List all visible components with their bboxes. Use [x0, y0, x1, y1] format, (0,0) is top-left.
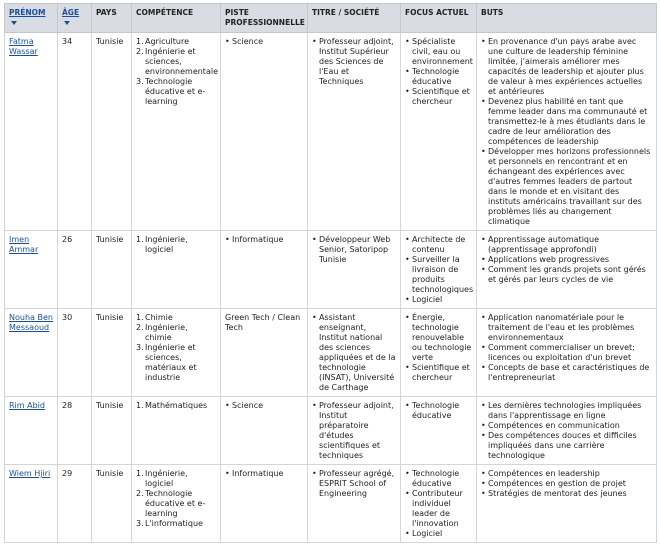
piste-list: [225, 37, 303, 47]
cell-focus: [401, 33, 477, 231]
competence-item: 2. Ingénierie et sciences, environnementale: [136, 47, 218, 76]
competence-list: [136, 37, 216, 107]
track-item: • Science: [225, 401, 303, 411]
competence-list: [136, 469, 216, 529]
cell-titre: [308, 33, 401, 231]
focus-list: [405, 469, 472, 539]
title-item: • Développeur Web Senior, Satoripop Tunisie: [312, 235, 396, 265]
cell-age: [58, 465, 92, 543]
competence-text: Agriculture: [145, 37, 189, 46]
competence-item: 3. L'informatique: [136, 519, 203, 528]
focus-item: • Logiciel: [405, 295, 472, 305]
focus-list: [405, 235, 472, 305]
cell-titre: [308, 397, 401, 465]
goal-item: • En provenance d'un pays arabe avec une culture de leadership féminine limitée, j'aimerais améliorer mes capacités de leadership et ajouter plus de valeur à mes expériences actuelles et antérieures: [481, 37, 652, 97]
competence-list: [136, 235, 216, 255]
track-item: Green Tech / Clean Tech: [225, 313, 301, 332]
focus-item: • Spécialiste civil, eau ou environnement: [405, 37, 472, 67]
sort-down-arrow-icon[interactable]: [64, 21, 70, 25]
cell-pays: [92, 33, 132, 231]
competence-text: L'informatique: [145, 519, 203, 528]
focus-item: • Architecte de contenu: [405, 235, 472, 255]
track-item: • Informatique: [225, 235, 303, 245]
column-header-age[interactable]: [58, 4, 92, 33]
competence-item: 2. Technologie éducative et e-learning: [136, 489, 206, 518]
age-value: 34: [62, 37, 73, 46]
focus-item: • Technologie éducative: [405, 469, 472, 489]
goal-item: • Développer mes horizons professionnels et personnels en rencontrant et en échangeant des expériences avec d'autres femmes leaders de partout dans le monde et en visitant des instituts américains travaillant sur des problèmes liés au changement climatique: [481, 147, 652, 227]
profile-name-link[interactable]: Rim Abid: [9, 401, 45, 410]
cell-competence: [132, 465, 221, 543]
titre-list: [312, 469, 396, 499]
column-header-prenom-label[interactable]: PRÉNOM: [9, 8, 46, 17]
cell-pays: [92, 397, 132, 465]
title-item: • Professeur adjoint, Institut Supérieur des Sciences de l'Eau et Techniques: [312, 37, 396, 87]
table-row: [5, 231, 657, 309]
cell-prenom: [5, 309, 58, 397]
titre-list: [312, 313, 396, 393]
focus-item: • Technologie éducative: [405, 67, 472, 87]
cell-titre: [308, 309, 401, 397]
goal-item: • Comment commercialiser un brevet; licences ou exploitation d'un brevet: [481, 343, 652, 363]
cell-focus: [401, 465, 477, 543]
focus-item: • Technologie éducative: [405, 401, 472, 421]
cell-competence: [132, 231, 221, 309]
country-value: Tunisie: [96, 469, 124, 478]
competence-item: 1. Chimie: [136, 313, 173, 322]
column-header-titre: TITRE / SOCIÉTÉ: [308, 4, 401, 33]
table-row: [5, 397, 657, 465]
competence-text: Chimie: [145, 313, 173, 322]
competence-text: Technologie éducative et e-learning: [145, 489, 206, 518]
titre-list: [312, 37, 396, 87]
cell-buts: [477, 33, 657, 231]
cell-buts: [477, 465, 657, 543]
competence-text: Mathématiques: [145, 401, 208, 410]
cell-piste: [221, 231, 308, 309]
cell-competence: [132, 33, 221, 231]
competence-text: Ingénierie, logiciel: [145, 235, 188, 254]
column-header-age-label[interactable]: ÂGE: [62, 8, 80, 17]
cell-prenom: [5, 465, 58, 543]
table-row: [5, 309, 657, 397]
piste-list: [225, 469, 303, 479]
competence-text: Ingénierie, logiciel: [145, 469, 188, 488]
table-body: [5, 33, 657, 543]
age-value: 30: [62, 313, 73, 322]
cell-age: [58, 397, 92, 465]
cell-focus: [401, 309, 477, 397]
cell-age: [58, 33, 92, 231]
goal-item: • Des compétences douces et difficiles impliquées dans une carrière technologique: [481, 431, 652, 461]
buts-list: [481, 469, 652, 499]
country-value: Tunisie: [96, 401, 124, 410]
cell-pays: [92, 309, 132, 397]
age-value: 29: [62, 469, 73, 478]
column-header-focus: FOCUS ACTUEL: [401, 4, 477, 33]
profile-name-link[interactable]: Wiem Hjiri: [9, 469, 51, 478]
competence-text: Ingénierie et sciences, environnementale: [145, 47, 218, 76]
goal-item: • Apprentissage automatique (apprentissage approfondi): [481, 235, 652, 255]
cell-pays: [92, 465, 132, 543]
cell-titre: [308, 465, 401, 543]
competence-text: Ingénierie, chimie: [145, 323, 188, 342]
competence-item: 1. Ingénierie, logiciel: [136, 235, 188, 254]
goal-item: • Compétences en communication: [481, 421, 652, 431]
goal-item: • Les dernières technologies impliquées dans l'apprentissage en ligne: [481, 401, 652, 421]
country-value: Tunisie: [96, 313, 124, 322]
cell-piste: [221, 33, 308, 231]
focus-item: • Surveiller la livraison de produits technologiques: [405, 255, 472, 295]
focus-item: • Énergie, technologie renouvelable ou technologie verte: [405, 313, 472, 363]
competence-item: 3. Technologie éducative et e-learning: [136, 77, 206, 106]
cell-focus: [401, 397, 477, 465]
title-item: • Assistant enseignant, Institut national des sciences appliquées et de la technologie (INSAT), Université de Carthage: [312, 313, 396, 393]
profiles-table-container: [4, 3, 656, 543]
country-value: Tunisie: [96, 235, 124, 244]
track-item: • Science: [225, 37, 303, 47]
goal-item: • Compétences en leadership: [481, 469, 652, 479]
cell-titre: [308, 231, 401, 309]
age-value: 28: [62, 401, 73, 410]
goal-item: • Compétences en gestion de projet: [481, 479, 652, 489]
profiles-table: [4, 3, 657, 543]
focus-list: [405, 37, 472, 107]
cell-buts: [477, 397, 657, 465]
goal-item: • Applications web progressives: [481, 255, 652, 265]
profile-name-link[interactable]: Nouha Ben Messaoud: [9, 313, 53, 332]
cell-piste: [221, 465, 308, 543]
table-row: [5, 33, 657, 231]
column-header-piste: PISTE PROFESSIONNELLE: [221, 4, 308, 33]
country-value: Tunisie: [96, 37, 124, 46]
competence-item: 1. Ingénierie, logiciel: [136, 469, 188, 488]
cell-age: [58, 309, 92, 397]
focus-item: • Scientifique et chercheur: [405, 87, 472, 107]
cell-buts: [477, 309, 657, 397]
titre-list: [312, 235, 396, 265]
header-row: [5, 4, 657, 33]
profile-name-link[interactable]: Fatma Wassar: [9, 37, 38, 56]
track-item: • Informatique: [225, 469, 303, 479]
competence-item: 1. Mathématiques: [136, 401, 208, 410]
competence-list: [136, 313, 216, 383]
focus-item: • Contributeur individuel leader de l'innovation: [405, 489, 472, 529]
title-item: • Professeur adjoint, Institut préparatoire d'études scientifiques et techniques: [312, 401, 396, 461]
cell-prenom: [5, 397, 58, 465]
cell-age: [58, 231, 92, 309]
focus-list: [405, 313, 472, 383]
cell-pays: [92, 231, 132, 309]
competence-text: Technologie éducative et e-learning: [145, 77, 206, 106]
column-header-competence: COMPÉTENCE: [132, 4, 221, 33]
cell-competence: [132, 309, 221, 397]
goal-item: • Application nanomatériale pour le traitement de l'eau et les problèmes environnementaux: [481, 313, 652, 343]
cell-prenom: [5, 231, 58, 309]
cell-piste: [221, 309, 308, 397]
buts-list: [481, 401, 652, 461]
goal-item: • Concepts de base et caractéristiques de l'entrepreneuriat: [481, 363, 652, 383]
competence-item: 1. Agriculture: [136, 37, 189, 46]
focus-item: • Scientifique et chercheur: [405, 363, 472, 383]
piste-list: [225, 235, 303, 245]
cell-focus: [401, 231, 477, 309]
cell-buts: [477, 231, 657, 309]
focus-list: [405, 401, 472, 421]
competence-item: 2. Ingénierie, chimie: [136, 323, 188, 342]
cell-prenom: [5, 33, 58, 231]
competence-item: 3. Ingénierie et sciences, matériaux et industrie: [136, 343, 197, 382]
goal-item: • Devenez plus habilité en tant que femme leader dans ma communauté et transmettez-le à mes étudiants dans le cadre de leur amélioration des compétences de leadership: [481, 97, 652, 147]
cell-piste: [221, 397, 308, 465]
sort-down-arrow-icon[interactable]: [11, 21, 17, 25]
column-header-prenom[interactable]: [5, 4, 58, 33]
title-item: • Professeur agrégé, ESPRIT School of Engineering: [312, 469, 396, 499]
buts-list: [481, 313, 652, 383]
table-row: [5, 465, 657, 543]
competence-list: [136, 401, 216, 411]
cell-competence: [132, 397, 221, 465]
goal-item: • Stratégies de mentorat des jeunes: [481, 489, 652, 499]
column-header-buts: BUTS: [477, 4, 657, 33]
focus-item: • Logiciel: [405, 529, 472, 539]
piste-list: [225, 401, 303, 411]
column-header-pays: PAYS: [92, 4, 132, 33]
buts-list: [481, 37, 652, 227]
profile-name-link[interactable]: Imen Ammar: [9, 235, 39, 254]
goal-item: • Comment les grands projets sont gérés et gérés par leurs cycles de vie: [481, 265, 652, 285]
age-value: 26: [62, 235, 73, 244]
titre-list: [312, 401, 396, 461]
competence-text: Ingénierie et sciences, matériaux et industrie: [145, 343, 197, 382]
buts-list: [481, 235, 652, 285]
